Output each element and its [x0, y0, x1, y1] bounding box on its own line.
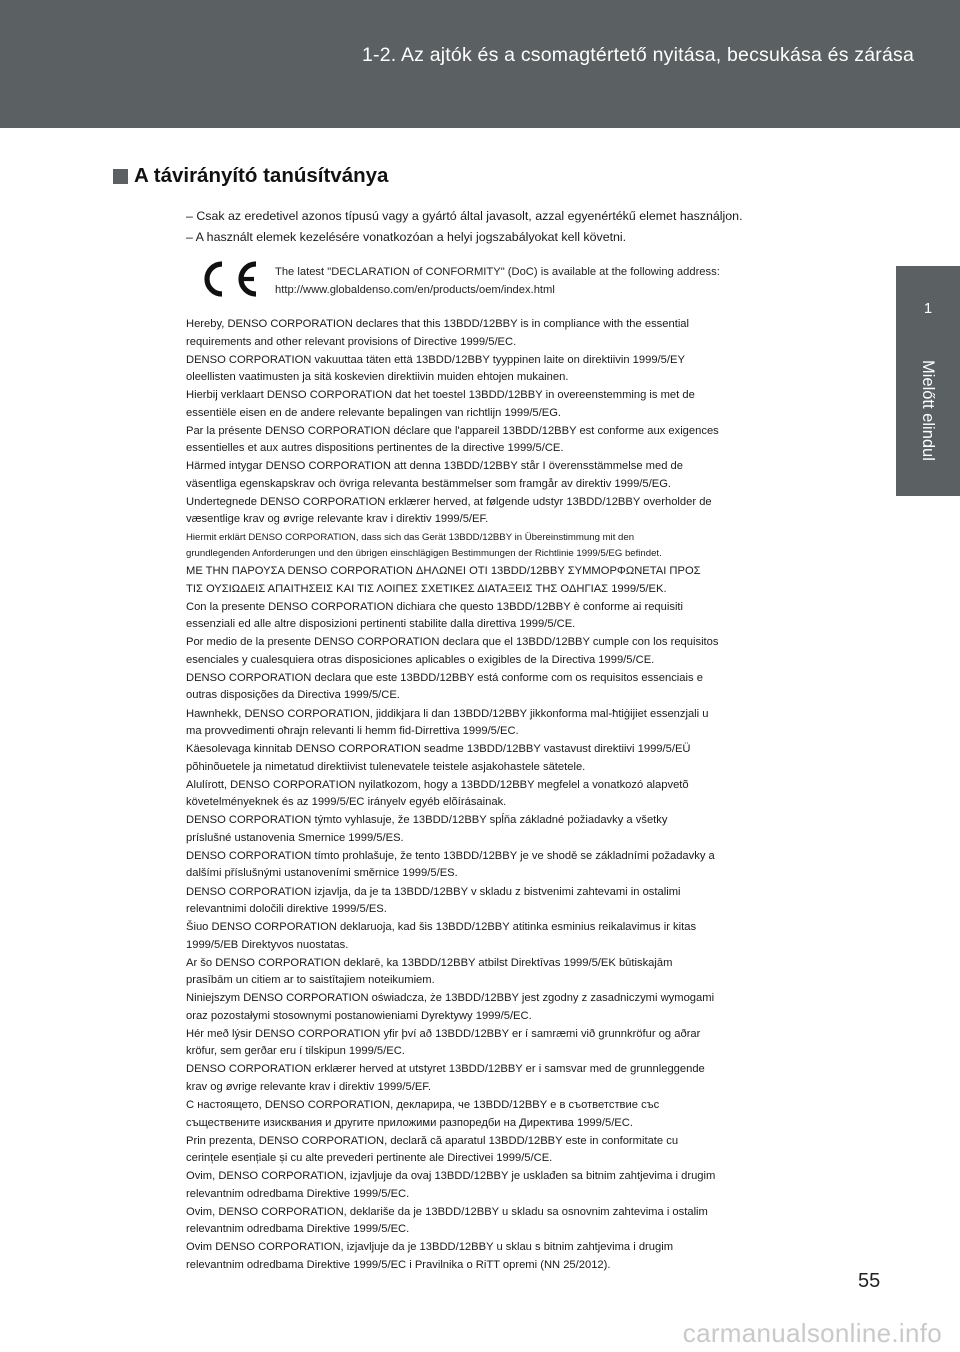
page-number: 55	[858, 1270, 881, 1292]
declaration-line: relevantnim odredbama Direktive 1999/5/EC i Pravilnika o RiTT opremi (NN 25/2012).	[186, 1258, 611, 1271]
declaration-line: Ovim, DENSO CORPORATION, deklariše da je 13BDD/12BBY u skladu sa osnovnim zahtevima i ostalim	[186, 1205, 708, 1218]
declaration-line: oleellisten vaatimusten ja sitä koskevien direktiivin muiden ehtojen mukainen.	[186, 371, 569, 384]
declaration-paragraph	[186, 919, 796, 954]
declaration-paragraph	[186, 1133, 796, 1168]
declaration-paragraph	[186, 1239, 796, 1274]
declaration-line: követelményeknek és az 1999/5/EC irányelv egyéb elõírásainak.	[186, 796, 507, 809]
declaration-line: 1999/5/EB Direktyvos nuostatas.	[186, 938, 349, 951]
declaration-line: kröfur, sem gerðar eru í tilskipun 1999/5/EC.	[186, 1045, 405, 1058]
declaration-line: Hiermit erklärt DENSO CORPORATION, dass sich das Gerät 13BDD/12BBY in Übereinstimmung mit den	[186, 531, 635, 543]
declaration-line: væsentlige krav og øvrige relevante krav i direktiv 1999/5/EF.	[186, 513, 489, 526]
declaration-line: DENSO CORPORATION declara que este 13BDD/12BBY está conforme com os requisitos essenciais e	[186, 671, 703, 684]
declaration-line: ma provvedimenti oħrajn relevanti li hemm fid-Dirrettiva 1999/5/EC.	[186, 725, 519, 738]
declaration-paragraph	[186, 423, 796, 458]
declaration-line: väsentliga egenskapskrav och övriga relevanta bestämmelser som framgår av direktiv 1999/5/EG.	[186, 477, 672, 490]
battery-notes	[186, 206, 796, 248]
doc-notice-line: The latest "DECLARATION of CONFORMITY" (DoC) is available at the following address:	[275, 266, 720, 278]
declaration-line: ΜΕ ΤΗΝ ΠΑΡΟΥΣΑ DENSO CORPORATION ΔΗΛΩΝΕΙ ΟΤΙ 13BDD/12BBY ΣΥΜΜΟΡΦΩΝΕΤΑΙ ΠΡΟΣ	[186, 565, 701, 578]
declaration-paragraph	[186, 955, 796, 990]
declaration-line: dalšími příslušnými ustanoveními směrnice 1999/5/ES.	[186, 867, 458, 880]
declaration-paragraph	[186, 990, 796, 1025]
declaration-line: essenziali ed alle altre disposizioni pertinenti stabilite dalla direttiva 1999/5/CE.	[186, 618, 576, 631]
declaration-line: Ar šo DENSO CORPORATION deklarē, ka 13BDD/12BBY atbilst Direktīvas 1999/5/EK būtiskajām	[186, 956, 673, 969]
declaration-paragraph	[186, 670, 796, 705]
declaration-line: Hierbij verklaart DENSO CORPORATION dat het toestel 13BDD/12BBY in overeenstemming is met de	[186, 389, 695, 402]
declaration-line: relevantnim odredbama Direktive 1999/5/EC.	[186, 1223, 410, 1236]
doc-url: http://www.globaldenso.com/en/products/oem/index.html	[275, 283, 555, 296]
section-heading	[113, 164, 388, 188]
declaration-line: relevantnim odredbama Direktive 1999/5/EC.	[186, 1187, 410, 1200]
declaration-paragraph	[186, 1097, 796, 1132]
doc-availability-notice	[275, 264, 720, 299]
declaration-line: DENSO CORPORATION erklærer herved at utstyret 13BDD/12BBY er i samsvar med de grunnleggende	[186, 1063, 705, 1076]
declaration-line: Con la presente DENSO CORPORATION dichiara che questo 13BDD/12BBY è conforme ai requisiti	[186, 600, 684, 613]
declaration-line: С настоящето, DENSO CORPORATION, декларира, че 13BDD/12BBY е в съответствие със	[186, 1099, 660, 1112]
conformity-declarations	[186, 316, 796, 1275]
declaration-paragraph	[186, 1204, 796, 1239]
declaration-paragraph	[186, 812, 796, 847]
declaration-line: ΤΙΣ ΟΥΣΙΩΔΕΙΣ ΑΠΑΙΤΗΣΕΙΣ ΚΑΙ ΤΙΣ ΛΟΙΠΕΣ ΣΧΕΤΙΚΕΣ ΔΙΑΤΑΞΕΙΣ ΤΗΣ ΟΔΗΓΙΑΣ 1999/5/ΕΚ.	[186, 582, 667, 595]
declaration-line: cerințele esențiale și cu alte prevederi pertinente ale Directivei 1999/5/CE.	[186, 1152, 553, 1165]
declaration-line: съществените изисквания и другите приложими разпоредби на Директива 1999/5/ЕС.	[186, 1116, 633, 1129]
declaration-paragraph	[186, 387, 796, 422]
declaration-line: outras disposições da Directiva 1999/5/CE.	[186, 689, 400, 702]
chapter-title: 1-2. Az ajtók és a csomagtértető nyitása, becsukása és zárása	[362, 44, 914, 66]
declaration-line: DENSO CORPORATION týmto vyhlasuje, že 13BDD/12BBY spĺňa základné požiadavky a všetky	[186, 814, 668, 827]
declaration-paragraph	[186, 706, 796, 741]
chapter-label: Mielőtt elindul	[919, 360, 937, 461]
declaration-paragraph	[186, 352, 796, 387]
declaration-paragraph	[186, 848, 796, 883]
declaration-line: Käesolevaga kinnitab DENSO CORPORATION seadme 13BDD/12BBY vastavust direktiivi 1999/5/EÜ	[186, 743, 691, 756]
declaration-line: DENSO CORPORATION vakuuttaa täten että 13BDD/12BBY tyyppinen laite on direktiivin 1999/5/EY	[186, 353, 685, 366]
declaration-line: Ovim DENSO CORPORATION, izjavljuje da je 13BDD/12BBY u sklau s bitnim zahtjevima i drugim	[186, 1241, 674, 1254]
declaration-paragraph	[186, 884, 796, 919]
declaration-line: grundlegenden Anforderungen und den übrigen einschlägigen Bestimmungen der Richtlinie 1999/5/EG befindet.	[186, 548, 662, 560]
declaration-line: esenciales y cualesquiera otras disposiciones aplicables o exigibles de la Directiva 1999/5/CE.	[186, 653, 655, 666]
declaration-paragraph	[186, 530, 796, 563]
declaration-line: essentiële eisen en de andere relevante bepalingen van richtlijn 1999/5/EG.	[186, 406, 562, 419]
declaration-line: Hér með lýsir DENSO CORPORATION yfir því að 13BDD/12BBY er í samræmi við grunnkröfur og aðrar	[186, 1027, 701, 1040]
declaration-paragraph	[186, 563, 796, 598]
page-header-band	[0, 0, 960, 128]
declaration-line: essentielles et aux autres dispositions pertinentes de la directive 1999/5/CE.	[186, 442, 564, 455]
note-line: – A használt elemek kezelésére vonatkozóan a helyi jogszabályokat kell követni.	[186, 230, 627, 244]
declaration-line: DENSO CORPORATION tímto prohlašuje, že tento 13BDD/12BBY je ve shodě se základními požadavky a	[186, 849, 715, 862]
declaration-line: Hereby, DENSO CORPORATION declares that this 13BDD/12BBY is in compliance with the essential	[186, 318, 690, 330]
ce-mark-icon	[196, 256, 262, 302]
ce-mark-logo	[196, 256, 262, 307]
declaration-paragraph	[186, 1061, 796, 1096]
declaration-line: Undertegnede DENSO CORPORATION erklærer herved, at følgende udstyr 13BDD/12BBY overholder de	[186, 495, 712, 508]
declaration-paragraph	[186, 494, 796, 529]
declaration-paragraph	[186, 316, 796, 351]
declaration-line: Hawnhekk, DENSO CORPORATION, jiddikjara li dan 13BDD/12BBY jikkonforma mal-ħtiġijiet essenzjali u	[186, 707, 709, 720]
declaration-line: oraz pozostałymi stosownymi postanowieniami Dyrektywy 1999/5/EC.	[186, 1009, 532, 1022]
note-line: – Csak az eredetivel azonos típusú vagy a gyártó által javasolt, azzal egyenértékű elemet használjon.	[186, 209, 743, 223]
declaration-line: Prin prezenta, DENSO CORPORATION, declară că aparatul 13BDD/12BBY este in conformitate cu	[186, 1134, 679, 1147]
declaration-line: DENSO CORPORATION izjavlja, da je ta 13BDD/12BBY v skladu z bistvenimi zahtevami in ostalimi	[186, 885, 681, 898]
declaration-line: príslušné ustanovenia Smernice 1999/5/ES.	[186, 831, 404, 844]
declaration-line: Niniejszym DENSO CORPORATION oświadcza, że 13BDD/12BBY jest zgodny z zasadniczymi wymogami	[186, 992, 715, 1005]
declaration-line: requirements and other relevant provisions of Directive 1999/5/EC.	[186, 335, 517, 348]
declaration-line: Alulírott, DENSO CORPORATION nyilatkozom, hogy a 13BDD/12BBY megfelel a vonatkozó alapvetõ	[186, 778, 689, 791]
declaration-line: prasībām un citiem ar to saistītajiem noteikumiem.	[186, 974, 435, 987]
section-heading-text: A távirányító tanúsítványa	[134, 164, 389, 187]
declaration-line: põhinõuetele ja nimetatud direktiivist tulenevatele teistele asjakohastele sätetele.	[186, 760, 586, 773]
square-bullet-icon	[113, 169, 128, 184]
declaration-line: Par la présente DENSO CORPORATION déclare que l'appareil 13BDD/12BBY est conforme aux exigences	[186, 424, 719, 437]
declaration-paragraph	[186, 1168, 796, 1203]
declaration-paragraph	[186, 458, 796, 493]
declaration-line: Por medio de la presente DENSO CORPORATION declara que el 13BDD/12BBY cumple con los requisitos	[186, 636, 719, 649]
site-watermark: carmanualsonline.info	[682, 1318, 942, 1348]
declaration-paragraph	[186, 634, 796, 669]
declaration-paragraph	[186, 599, 796, 634]
declaration-line: Härmed intygar DENSO CORPORATION att denna 13BDD/12BBY står I överensstämmelse med de	[186, 460, 684, 473]
declaration-line: krav og øvrige relevante krav i direktiv 1999/5/EF.	[186, 1080, 431, 1093]
declaration-line: Šiuo DENSO CORPORATION deklaruoja, kad šis 13BDD/12BBY atitinka esminius reikalavimus ir kitas	[186, 921, 697, 934]
declaration-paragraph	[186, 777, 796, 812]
chapter-number: 1	[923, 300, 933, 317]
declaration-line: relevantnimi določili direktive 1999/5/ES.	[186, 903, 387, 915]
declaration-line: Ovim, DENSO CORPORATION, izjavljuje da ovaj 13BDD/12BBY je usklađen sa bitnim zahtjevima i drugim	[186, 1170, 716, 1183]
declaration-paragraph	[186, 741, 796, 776]
declaration-paragraph	[186, 1026, 796, 1061]
